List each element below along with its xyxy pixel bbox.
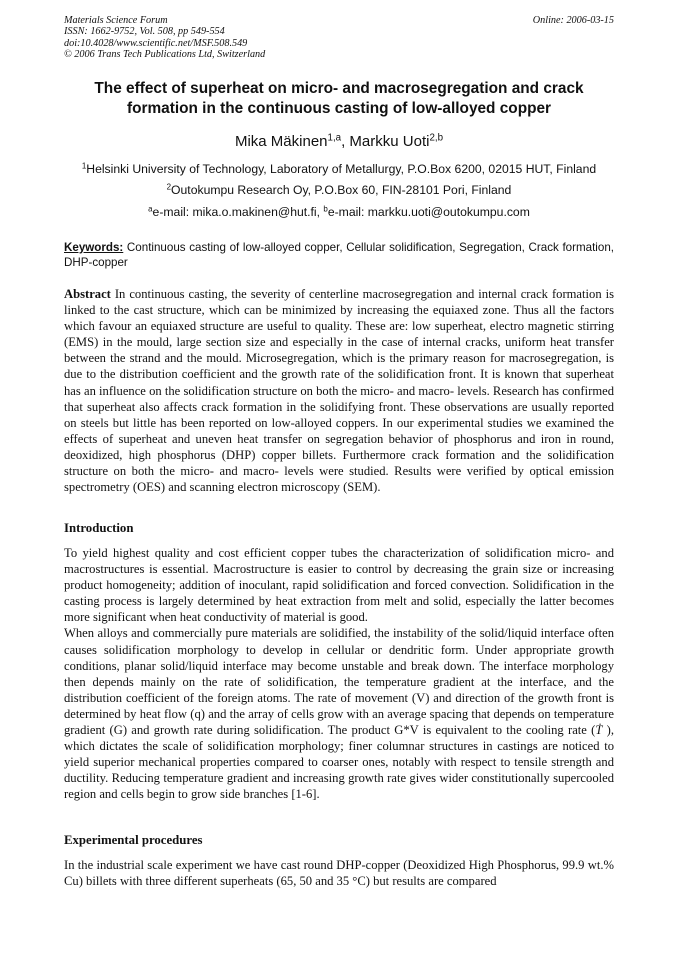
abstract-label: Abstract	[64, 287, 111, 301]
copyright-line: © 2006 Trans Tech Publications Ltd, Switzerland	[64, 48, 266, 60]
email-text: e-mail: mika.o.makinen@hut.fi,	[152, 205, 324, 219]
experimental-block	[64, 857, 614, 889]
introduction-block	[64, 545, 614, 803]
affiliation-superscript: 1	[81, 161, 87, 171]
abstract-paragraph	[64, 286, 614, 495]
author-name: Mika Mäkinen	[234, 133, 328, 150]
paragraph-text: When alloys and commercially pure materials are solidified, the instability of the solid/liquid interface often causes solidification morphology to develop in cellular or dendritic form. Under appropriate growth conditions, planar solid/liquid interface may become unstable and break down. The interface morphology then depends mainly on the rate of solidification, the temperature gradient at the interface, and the distribution coefficient of the foreign atoms. The rate of movement (V) and direction of the growth front is determined by heat flow (q) and the array of cells grow with an average spacing that depends on temperature gradient (G) and growth rate during solidification. The product G*V is equivalent to the cooling rate (	[64, 626, 614, 738]
introduction-paragraph-2	[64, 625, 614, 802]
email-superscript: b	[323, 204, 328, 214]
journal-header	[64, 15, 614, 60]
introduction-paragraph-1: To yield highest quality and cost efficient copper tubes the characterization of solidification micro- and macrostructures is essential. Macrostructure is easier to control by decreasing the grain size or increasing product homogeneity; addition of inoculant, rapid solidification and forced convection. Solidification in the casting process is largely determined by heat extraction from melt and solid, especially the latter becomes more significant when heat conductivity of material is good.	[64, 546, 614, 625]
author-line	[64, 133, 614, 150]
keywords-text: Continuous casting of low-alloyed copper, Cellular solidification, Segregation, Crack formation, DHP-copper	[64, 241, 614, 269]
cooling-rate-symbol: Ṫ	[595, 723, 603, 738]
email-line	[64, 205, 614, 219]
introduction-heading: Introduction	[64, 521, 134, 535]
author-name: Markku Uoti	[349, 133, 430, 150]
online-date: Online: 2006-03-15	[532, 15, 614, 26]
keywords-label: Keywords:	[64, 241, 124, 254]
journal-name: Materials Science Forum	[64, 15, 168, 26]
paragraph-text: ), which dictates the scale of solidification morphology; finer columnar structures in castings are noticed to yield superior mechanical properties compared to coarser ones, notably with respect to tensile strength and ductility. Reducing temperature gradient and increasing growth rate gives wider constitutionally supercooled region and cells begin to grow side branches [1-6].	[64, 723, 614, 802]
keywords-block	[64, 241, 614, 270]
doi-line: doi:10.4028/www.scientific.net/MSF.508.549	[64, 37, 248, 49]
issn-line: ISSN: 1662-9752, Vol. 508, pp 549-554	[64, 26, 225, 38]
affiliation-1	[64, 162, 614, 176]
author-superscript: 2,b	[429, 132, 444, 144]
affiliation-text: Helsinki University of Technology, Laboratory of Metallurgy, P.O.Box 6200, 02015 HUT, Finland	[86, 162, 597, 176]
paper-title: The effect of superheat on micro- and macrosegregation and crack formation in the continuous casting of low-alloyed copper	[94, 80, 584, 117]
email-text: e-mail: markku.uoti@outokumpu.com	[327, 205, 530, 219]
author-superscript: 1,a	[327, 132, 342, 144]
affiliation-text: Outokumpu Research Oy, P.O.Box 60, FIN-28101 Pori, Finland	[171, 183, 512, 197]
affiliation-superscript: 2	[166, 182, 172, 192]
email-superscript: a	[148, 204, 153, 214]
abstract-text: In continuous casting, the severity of centerline macrosegregation and internal crack formation is linked to the cast structure, which can be minimized by increasing the equiaxed zone. Thus all the factors which favour an equiaxed structure are useful to quality. These are: low superheat, electro magnetic stirring (EMS) in the mould, large section size and especially in the case of internal cracks, uniform heat transfer between the strand and the mould. Microsegregation, which is the primary reason for macrosegregation, is due to the distribution coefficient and the growth rate of the solidification front. It is known that superheat has an influence on the solidification structure on both the micro- and macro- levels. Research has confirmed that superheat also affects crack formation in the solidifying front. These observations are usually reported on steels but little has been reported on low-alloyed coppers. In our experimental studies we examined the effects of superheat and uneven heat transfer on segregation behavior of phosphorus and iron in round, deoxidized, high phosphorus (DHP) copper billets. Furthermore crack formation and the solidification structure on both the micro- and macro- levels were studied. Results were verified by optical emission spectrometry (OES) and scanning electron microscopy (SEM).	[64, 287, 614, 495]
author-separator: ,	[341, 133, 350, 150]
affiliation-2	[64, 183, 614, 197]
experimental-paragraph-1: In the industrial scale experiment we have cast round DHP-copper (Deoxidized High Phosphorus, 99.9 wt.% Cu) billets with three different superheats (65, 50 and 35 °C) but results are compared	[64, 858, 614, 889]
experimental-heading: Experimental procedures	[64, 833, 203, 847]
abstract-block	[64, 286, 614, 495]
